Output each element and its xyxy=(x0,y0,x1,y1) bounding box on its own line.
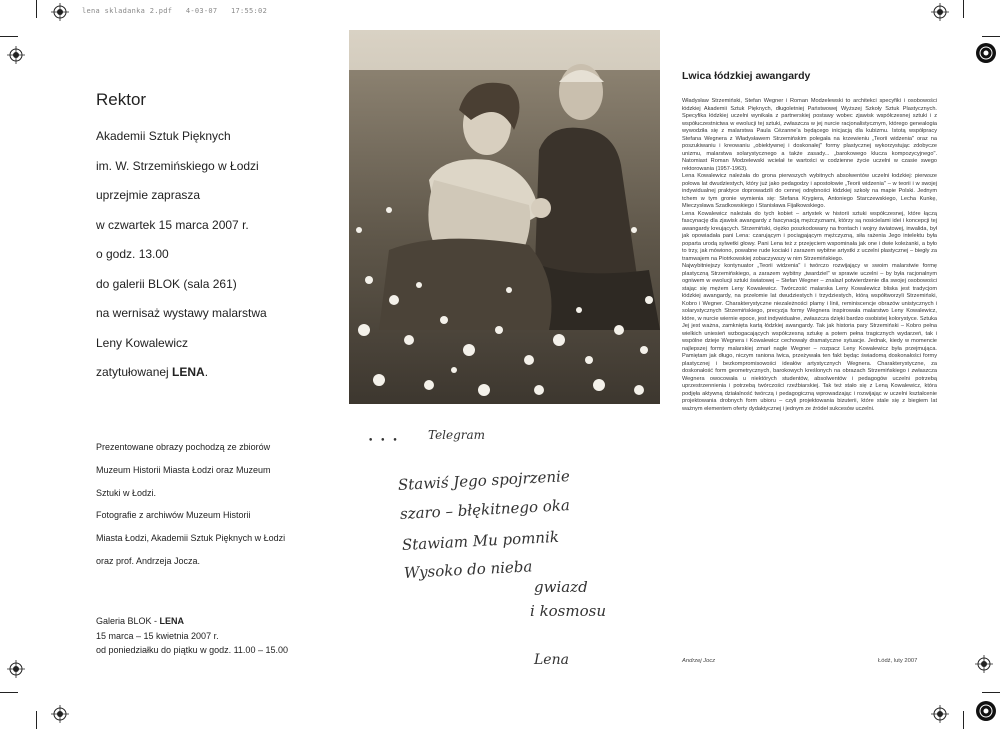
telegram-line: gwiazd xyxy=(534,578,588,596)
telegram-line: Stawiś Jego spojrzenie xyxy=(397,467,571,494)
collections-line: oraz prof. Andrzeja Jocza. xyxy=(96,555,201,566)
crop-mark xyxy=(963,0,964,18)
article-paragraph: Władysław Strzemiński, Stefan Wegner i Roman Modzelewski to architekci specyfiki i osobowości łódzkiej Akademii Sztuk Pięknych, długoletniej Państwowej Wyższej Szkoły Sztuk Plastycznych. Specyfika łódzkiej uczelni wynikała z partnerskiej postawy wobec zjawisk współczesnej sztuki i z współuczestnictwa w ewolucji tej sztuki, zwłaszcza w jej nurcie racjonalistycznym, którego genealogia wywodziła się z malarstwa Paula Cézanne'a będącego inicjacją dla kubizmu. Istotą współpracy Stefana Wegnera z Władysławem Strzemińskim polegała na krzewieniu „Teorii widzenia" oraz na poszukiwaniu i kreowaniu „obiektywnej i doskonałej" formy plastycznej wykorzystując zdobycze unizmu, malarstwa solarystycznego a także zasady... „barokowego klucza kompozycyjnego". Natomiast Roman Modzelewski wcielał te wartości w codzienne życie uczelni w czasie swego rektorowania (1957-1963). xyxy=(682,98,937,172)
crop-mark xyxy=(36,711,37,729)
article-paragraph: Lena Kowalewicz należała do grona pierwszych wybitnych absolwentów uczelni łodzkiej: pierwsze połowa lat dwudziestych, który już jako pedagodzy i apostołowie „Teorii widzenia" – w teorii i w swojej indywidualnej praktyce doprowadzili do cennej odrębności łódzkiej szkoły na mapie Polski. Jednym tchem w tym gronie wymienia się: Stefana Krygiera, Antoniego Starczewskiego, Lecha Kunkę, Mieczysława Szadkowskiego i Stanisława Fijałkowskiego. xyxy=(682,173,937,209)
invitation-date: w czwartek 15 marca 2007 r. xyxy=(96,217,249,232)
titled-suffix: . xyxy=(204,365,209,379)
exhibition-title-line xyxy=(96,358,346,388)
registration-mark-icon xyxy=(975,655,993,673)
color-target-icon xyxy=(975,700,997,722)
article xyxy=(682,70,937,413)
registration-mark-icon xyxy=(7,660,25,678)
gallery-info xyxy=(96,614,356,658)
article-paragraph: Lena Kowalewicz należała do tych kobiet – artystek w historii sztuki współczesnej, które łączą fascynację dla zjawisk awangardy z fascynacją mężczyznami, którzy są nosicielami idei i koncepcji tej awangardy kreujących. Strzemiński, ciężko poszkodowany na frontach i wojny światowej, inwalida, był jak opowiadała pani Lena: czarującym i pociągającym mężczyzną, siła rażenia Jego intelektu była poparta urodą sylwetki głowy. Pani Lena też z przejęciem wspominała jak one i dwie koleżanki, a było to trzy, jak mówiono, powabne rude kociaki i zarazem wybitne artystki z uczelni plastycznej – biegły za tramwajem na Piotrkowskiej zobaczywszy w nim Strzemińskiego. xyxy=(682,210,937,262)
telegram-line: i kosmosu xyxy=(530,602,606,620)
gallery-hours: od poniedziałku do piątku w godz. 11.00 – 15.00 xyxy=(96,645,288,655)
collections-line: Miasta Łodzi, Akademii Sztuk Pięknych w Łodzi xyxy=(96,533,286,544)
titled-prefix: zatytułowanej xyxy=(96,365,173,379)
registration-mark-icon xyxy=(51,3,69,21)
collections-line: Sztuki w Łodzi. xyxy=(96,487,157,498)
registration-mark-icon xyxy=(931,705,949,723)
invitation-block xyxy=(96,90,346,388)
article-title: Lwica łódzkiej awangardy xyxy=(682,70,811,82)
gallery-name xyxy=(96,614,356,629)
collections-line: Fotografie z archiwów Muzeum Historii xyxy=(96,510,251,521)
telegram-dots: • • • xyxy=(368,436,400,446)
registration-mark-icon xyxy=(51,705,69,723)
registration-mark-icon xyxy=(931,3,949,21)
archival-photo xyxy=(349,30,660,404)
invitation-line: im. W. Strzemińskiego w Łodzi xyxy=(96,158,259,173)
photo-image xyxy=(349,30,660,404)
printer-slug: lena skladanka 2.pdf 4-03-07 17:55:02 xyxy=(82,7,268,15)
crop-mark xyxy=(963,711,964,729)
article-author: Andrzej Jocz xyxy=(682,658,716,664)
crop-mark xyxy=(0,36,18,37)
collections-note xyxy=(96,436,326,573)
crop-mark xyxy=(982,36,1000,37)
invitation-venue: do galerii BLOK (sala 261) xyxy=(96,276,237,291)
invitation-line: Akademii Sztuk Pięknych xyxy=(96,129,231,143)
crop-mark xyxy=(982,692,1000,693)
telegram-line: Stawiam Mu pomnik xyxy=(401,527,560,554)
gallery-dates: 15 marca – 15 kwietnia 2007 r. xyxy=(96,630,219,641)
crop-mark xyxy=(36,0,37,18)
gallery-name-bold: LENA xyxy=(159,616,185,626)
invitation-time: o godz. 13.00 xyxy=(96,247,169,261)
color-target-icon xyxy=(975,42,997,64)
crop-mark xyxy=(0,692,18,693)
telegram-signature: Lena xyxy=(534,652,569,668)
article-paragraph: Najwybitniejszy kontynuator „Teorii widzenia" i twórczo rozwijający w swoim malarstwie formę plastyczną Strzemińskiego, a zarazem wybitny „twardziel" w sprawie uczelni – by była racjonalnym ogniwem w ewolucji sztuki światowej – Stefan Wegner – znalazł potwierdzenie dla swojej osobowości stając się mężem Leny Kowalewicz. Twórczość malarska Leny Kowalewicz bliska jest tradycjom łódzkiej awangardy, na przełomie lat dwudziestych i trzydziestych, którą współtworzyli Strzemiński, Kobro i Wegner. Charakterystyczne niezależności plamy i linii, reminiscencje obrazów unistycznych i solarystycznych Strzemińskiego, precyzja formy Wegnera inspirowała malarstwo Leny Kowalewicz, które, w nurcie wiernie epoce, jest indywidualne, zwłaszcza dzięki bardzo osobistej kolorystyce. Sztuka Jej jest ważna, zamknięta kartą łódzkiej awangardy. Tak jak historia pary Strzemiński – Kobro pełna wielkich uniesień wzbogacających współczesną sztukę a potem pełna tragicznych wydarzeń, tak i wspólne dzieje Wegnera i Kowalewicz cechowały dramatyczne sytuacje. Jednak, kiedy w momencie najlepszej formy malarskiej zmarł nagle Wegner – rozpacz Leny Kowalewicz była przejmująca. Pamiętam jak długo, niczym raniona lwica, przeżywała ten fakt będąc świadomą doskonałości formy plastycznej i bezkompromisowości ideałów artystycznych Wegnera. Charakterystyczne, za doskonałość form geometrycznych, barokowych kreślonych na obrazach Strzemińskiego i zwłaszcza Wegnera owocowała u niektórych studentów, absolwentów i pedagogów uczelni potrzebą uprzestrzennienia i potrzebą twórczości rzeźbiarskiej. Tak też stało się z Leną Kowalewicz, która podjęła aktywną działalność twórczą i pedagogiczną wprowadzając i rozwijając w uczelni kształcenie projektowania drobnych form ubioru – czyli projektowania bizuterii, które stale się z biegiem lat ważnym elementem oferty dydaktycznej i jednym ze źródeł sukcesów uczelni. xyxy=(682,263,937,412)
telegram-line: Wysoko do nieba xyxy=(403,557,533,582)
gallery-name-prefix: Galeria BLOK - xyxy=(96,616,160,626)
collections-line: Muzeum Historii Miasta Łodzi oraz Muzeum xyxy=(96,464,271,475)
collections-line: Prezentowane obrazy pochodzą ze zbiorów xyxy=(96,442,271,452)
artist-name: Leny Kowalewicz xyxy=(96,335,189,350)
telegram-heading: Telegram xyxy=(428,428,486,442)
invitation-line: na wernisaż wystawy malarstwa xyxy=(96,306,267,320)
registration-mark-icon xyxy=(7,46,25,64)
exhibition-title: LENA xyxy=(172,365,205,379)
invitation-title: Rektor xyxy=(96,90,147,109)
article-place-date: Łódź, luty 2007 xyxy=(878,658,918,664)
telegram-line: szaro – błękitnego oka xyxy=(399,496,571,523)
invitation-line: uprzejmie zaprasza xyxy=(96,188,201,202)
